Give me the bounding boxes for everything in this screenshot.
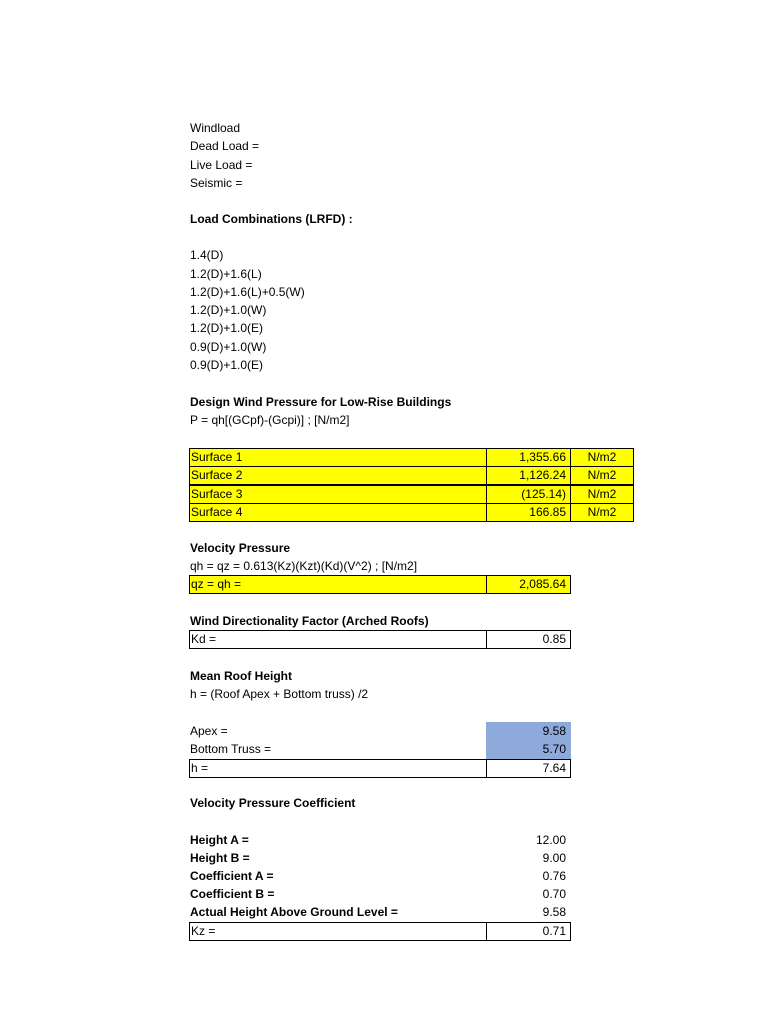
surface-value-cell[interactable]: (125.14) bbox=[486, 485, 571, 504]
kd-value-cell[interactable]: 0.85 bbox=[486, 630, 571, 649]
apex-input-cell[interactable]: 9.58 bbox=[486, 722, 571, 741]
vp-coefficient-heading: Velocity Pressure Coefficient bbox=[190, 796, 356, 810]
height-a-value: 12.00 bbox=[535, 833, 566, 847]
combination-item: 1.2(D)+1.0(E) bbox=[190, 321, 264, 335]
windload-label: Windload bbox=[190, 121, 241, 135]
kz-label-cell[interactable]: Kz = bbox=[189, 922, 487, 941]
velocity-pressure-heading: Velocity Pressure bbox=[190, 541, 291, 555]
bottom-truss-label: Bottom Truss = bbox=[190, 742, 272, 756]
directionality-heading: Wind Directionality Factor (Arched Roofs) bbox=[190, 614, 429, 628]
combination-item: 1.2(D)+1.6(L) bbox=[190, 267, 262, 281]
coefficient-b-label: Coefficient B = bbox=[190, 887, 275, 901]
combination-item: 1.2(D)+1.0(W) bbox=[190, 303, 267, 317]
combination-item: 0.9(D)+1.0(E) bbox=[190, 358, 264, 372]
surface-label-cell[interactable]: Surface 4 bbox=[189, 503, 487, 522]
bottom-truss-input-cell[interactable]: 5.70 bbox=[486, 740, 571, 759]
roof-height-heading: Mean Roof Height bbox=[190, 669, 292, 683]
dead-load-label: Dead Load = bbox=[190, 139, 260, 153]
design-pressure-formula: P = qh[(GCpf)-(Gcpi)] ; [N/m2] bbox=[190, 413, 350, 427]
live-load-label: Live Load = bbox=[190, 158, 253, 172]
surface-label-cell[interactable]: Surface 1 bbox=[189, 448, 487, 467]
surface-unit-cell[interactable]: N/m2 bbox=[570, 466, 634, 485]
surface-label-cell[interactable]: Surface 2 bbox=[189, 466, 487, 485]
design-pressure-heading: Design Wind Pressure for Low-Rise Buildings bbox=[190, 395, 452, 409]
combination-item: 0.9(D)+1.0(W) bbox=[190, 340, 267, 354]
surface-value-cell[interactable]: 166.85 bbox=[486, 503, 571, 522]
surface-label-cell[interactable]: Surface 3 bbox=[189, 485, 487, 504]
seismic-label: Seismic = bbox=[190, 176, 243, 190]
qz-label-cell[interactable]: qz = qh = bbox=[189, 575, 487, 594]
height-b-value: 9.00 bbox=[542, 851, 566, 865]
combination-item: 1.4(D) bbox=[190, 248, 224, 262]
kd-label-cell[interactable]: Kd = bbox=[189, 630, 487, 649]
kz-value-cell[interactable]: 0.71 bbox=[486, 922, 571, 941]
surface-unit-cell[interactable]: N/m2 bbox=[570, 448, 634, 467]
height-b-label: Height B = bbox=[190, 851, 250, 865]
h-value-cell[interactable]: 7.64 bbox=[486, 759, 571, 778]
load-combinations-heading: Load Combinations (LRFD) : bbox=[190, 212, 353, 226]
surface-unit-cell[interactable]: N/m2 bbox=[570, 485, 634, 504]
apex-label: Apex = bbox=[190, 724, 228, 738]
height-a-label: Height A = bbox=[190, 833, 249, 847]
surface-value-cell[interactable]: 1,126.24 bbox=[486, 466, 571, 485]
coefficient-a-label: Coefficient A = bbox=[190, 869, 274, 883]
actual-height-label: Actual Height Above Ground Level = bbox=[190, 905, 398, 919]
h-label-cell[interactable]: h = bbox=[189, 759, 487, 778]
roof-height-formula: h = (Roof Apex + Bottom truss) /2 bbox=[190, 687, 369, 701]
coefficient-a-value: 0.76 bbox=[542, 869, 566, 883]
actual-height-value: 9.58 bbox=[542, 905, 566, 919]
combination-item: 1.2(D)+1.6(L)+0.5(W) bbox=[190, 285, 305, 299]
qz-value-cell[interactable]: 2,085.64 bbox=[486, 575, 571, 594]
coefficient-b-value: 0.70 bbox=[542, 887, 566, 901]
surface-unit-cell[interactable]: N/m2 bbox=[570, 503, 634, 522]
surface-value-cell[interactable]: 1,355.66 bbox=[486, 448, 571, 467]
velocity-pressure-formula: qh = qz = 0.613(Kz)(Kzt)(Kd)(V^2) ; [N/m2] bbox=[190, 559, 418, 573]
